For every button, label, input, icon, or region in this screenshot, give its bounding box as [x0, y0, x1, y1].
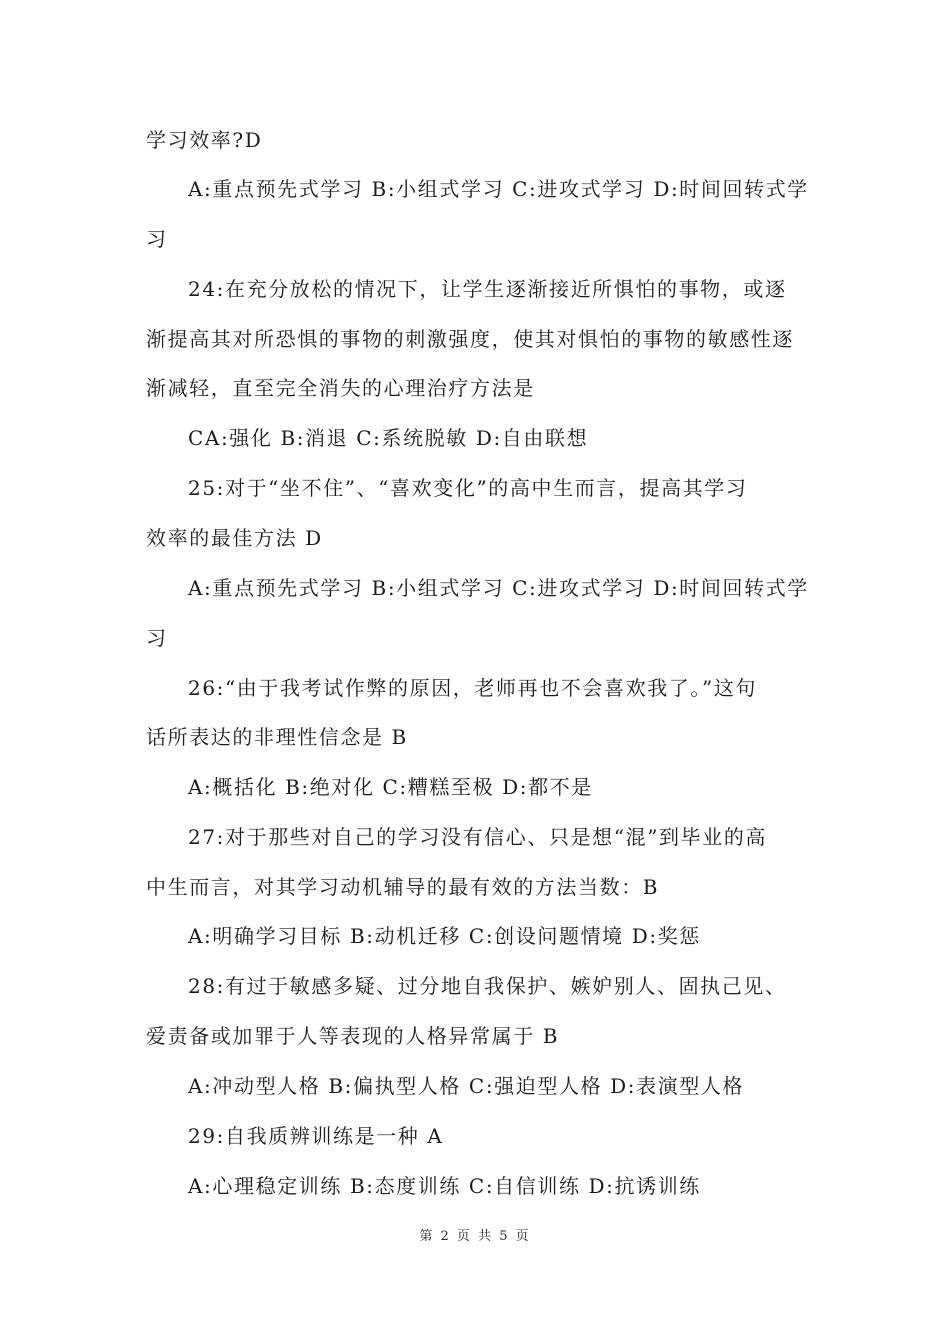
- text-line-1: 学习效率?D: [146, 128, 263, 152]
- text-line-20: A:冲动型人格 B:偏执型人格 C:强迫型人格 D:表演型人格: [188, 1074, 745, 1098]
- text-line-4: 24:在充分放松的情况下，让学生逐渐接近所惧怕的事物，或逐: [188, 277, 787, 301]
- text-line-2: A:重点预先式学习 B:小组式学习 C:进攻式学习 D:时间回转式学: [188, 177, 809, 201]
- page-number-footer: 第 2 页 共 5 页: [419, 1229, 531, 1244]
- text-line-18: 28:有过于敏感多疑、过分地自我保护、嫉妒别人、固执己见、: [188, 974, 787, 998]
- text-line-14: A:概括化 B:绝对化 C:糟糕至极 D:都不是: [188, 775, 593, 799]
- text-line-5: 渐提高其对所恐惧的事物的刺激强度，使其对惧怕的事物的敏感性逐: [146, 327, 794, 351]
- text-line-10: A:重点预先式学习 B:小组式学习 C:进攻式学习 D:时间回转式学: [188, 576, 809, 600]
- text-line-13: 话所表达的非理性信念是 B: [146, 725, 408, 749]
- text-line-19: 爱责备或加罪于人等表现的人格异常属于 B: [146, 1024, 560, 1048]
- text-line-6: 渐减轻，直至完全消失的心理治疗方法是: [146, 376, 535, 400]
- text-line-9: 效率的最佳方法 D: [146, 526, 323, 550]
- text-line-22: A:心理稳定训练 B:态度训练 C:自信训练 D:抗诱训练: [188, 1174, 701, 1198]
- text-line-11: 习: [146, 626, 168, 650]
- text-line-17: A:明确学习目标 B:动机迁移 C:创设问题情境 D:奖惩: [188, 924, 701, 948]
- text-line-15: 27:对于那些对自己的学习没有信心、只是想“混”到毕业的高: [188, 825, 768, 849]
- text-line-3: 习: [146, 227, 168, 251]
- text-line-12: 26:“由于我考试作弊的原因，老师再也不会喜欢我了。”这句: [188, 676, 758, 700]
- text-line-7: CA:强化 B:消退 C:系统脱敏 D:自由联想: [188, 426, 589, 450]
- text-line-21: 29:自我质辨训练是一种 A: [188, 1124, 444, 1148]
- text-line-8: 25:对于“坐不住”、“喜欢变化”的高中生而言，提高其学习: [188, 476, 748, 500]
- text-line-16: 中生而言，对其学习动机辅导的最有效的方法当数：B: [146, 875, 660, 899]
